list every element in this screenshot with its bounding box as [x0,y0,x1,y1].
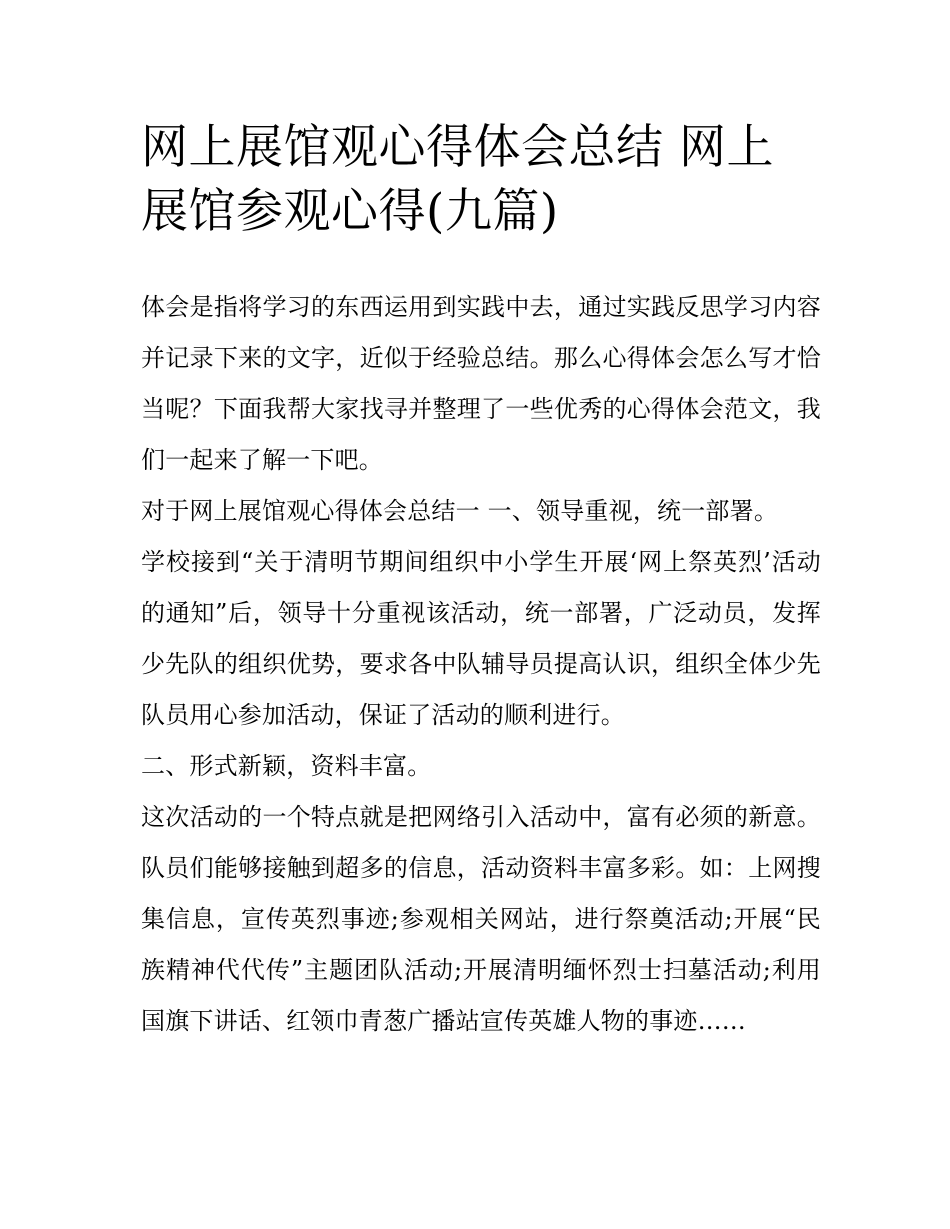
paragraph-section-two-body: 这次活动的一个特点就是把网络引入活动中，富有必须的新意。队员们能够接触到超多的信息，活动资料丰富多彩。如：上网搜集信息，宣传英烈事迹;参观相关网站，进行祭奠活动;开展“民族精神代代传”主题团队活动;开展清明缅怀烈士扫墓活动;利用国旗下讲话、红领巾青葱广播站宣传英雄人物的事迹…… [141,803,821,1035]
paragraph-section-one-body: 学校接到“关于清明节期间组织中小学生开展‘网上祭英烈’活动的通知”后，领导十分重视该活动，统一部署，广泛动员，发挥少先队的组织优势，要求各中队辅导员提高认识，组织全体少先队员用心参加活动，保证了活动的顺利进行。 [141,548,821,729]
paragraph-intro: 体会是指将学习的东西运用到实践中去，通过实践反思学习内容并记录下来的文字，近似于经验总结。那么心得体会怎么写才恰当呢？下面我帮大家找寻并整理了一些优秀的心得体会范文，我们一起来了解一下吧。 [141,293,821,474]
paragraph-section-two-heading: 二、形式新颖，资料丰富。 [141,752,432,780]
paragraph-section-one-heading: 对于网上展馆观心得体会总结一 一、领导重视，统一部署。 [141,497,779,525]
document-body [141,282,821,1047]
document-title: 网上展馆观心得体会总结 网上展馆参观心得(九篇) [141,120,774,239]
